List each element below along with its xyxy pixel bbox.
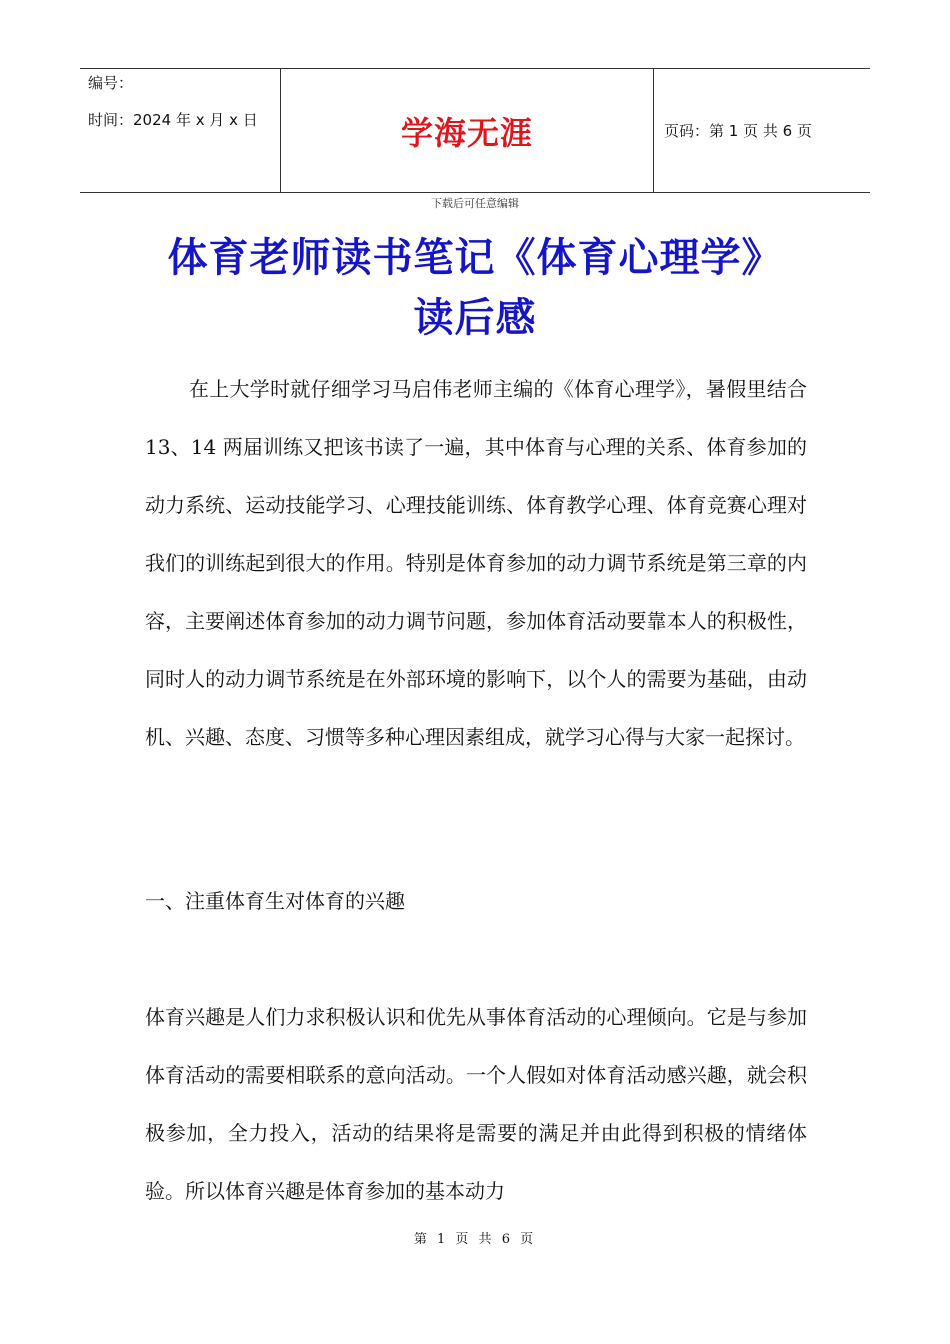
page-footer: 第 1 页 共 6 页: [413, 1232, 537, 1247]
header-table: [80, 68, 870, 193]
title-line-1: 体育老师读书笔记《体育心理学》: [167, 234, 783, 281]
header-right-cell: [654, 69, 870, 192]
paragraph-1: 在上大学时就仔细学习马启伟老师主编的《体育心理学》，暑假里结合 13、14 两届训练又把该书读了一遍，其中体育与心理的关系、体育参加的动力系统、运动技能学习、心理技能训练、体育教学心理、体育竞赛心理对我们的训练起到很大的作用。特别是体育参加的动力调节系统是第三章的内容，主要阐述体育参加的动力调节问题，参加体育活动要靠本人的积极性，同时人的动力调节系统是在外部环境的影响下，以个人的需要为基础，由动机、兴趣、态度、习惯等多种心理因素组成，就学习心得与大家一起探讨。: [145, 377, 807, 749]
page-label: 页码：第 1 页 共 6 页: [664, 122, 812, 140]
header-brand-cell: [281, 69, 654, 192]
title-line-2: 读后感: [413, 294, 537, 341]
document-title: [110, 228, 840, 348]
brand-title: 学海无涯: [400, 113, 533, 152]
paragraph-2: 体育兴趣是人们力求积极认识和优先从事体育活动的心理倾向。它是与参加体育活动的需要相联系的意向活动。一个人假如对体育活动感兴趣，就会积极参加，全力投入，活动的结果将是需要的满足并由此得到积极的情绪体验。所以体育兴趣是体育参加的基本动力: [145, 1005, 807, 1203]
header-left-cell: [80, 69, 281, 192]
time-label: 时间：2024 年 x 月 x 日: [88, 111, 258, 129]
editable-note: 下载后可任意编辑: [431, 197, 519, 210]
section-heading-1: 一、注重体育生对体育的兴趣: [145, 889, 405, 913]
number-label: 编号：: [88, 74, 134, 92]
